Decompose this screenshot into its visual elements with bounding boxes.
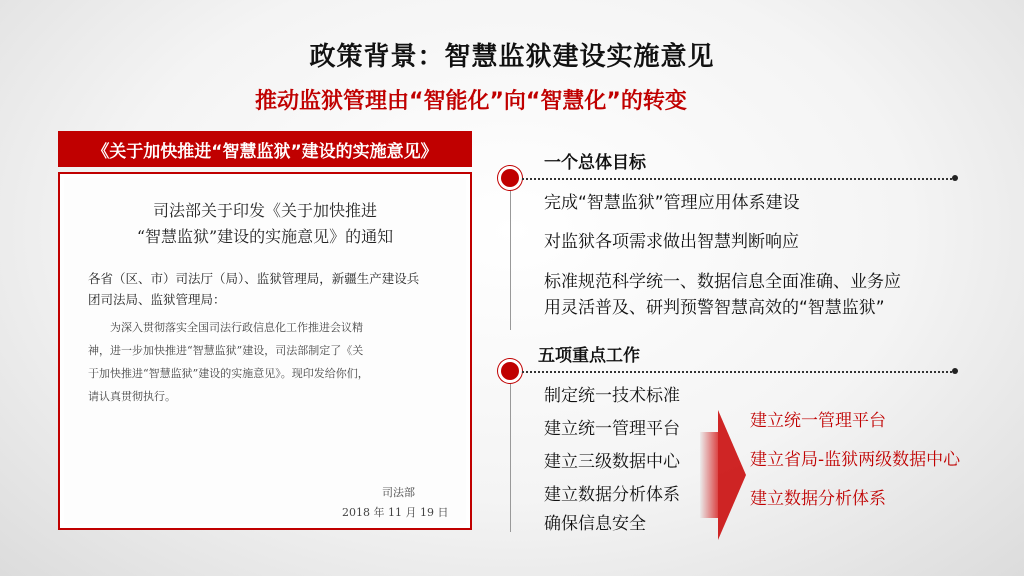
tasks-marker-dot	[501, 362, 519, 380]
document-title-line-1: 司法部关于印发《关于加快推进	[152, 201, 377, 220]
highlight-item-3: 建立数据分析体系	[750, 489, 886, 509]
right-arrow-icon	[718, 410, 746, 540]
task-item-4: 建立数据分析体系	[544, 485, 680, 505]
goal-item-4: 用灵活普及、研判预警智慧高效的“智慧监狱”	[544, 298, 885, 318]
goal-item-3: 标准规范科学统一、数据信息全面准确、业务应	[544, 272, 901, 292]
document-title-line-2: “智慧监狱”建设的实施意见》的通知	[136, 227, 394, 246]
document-page	[64, 178, 466, 524]
tasks-dotted-line	[522, 371, 952, 373]
arrow-shaft	[700, 432, 718, 518]
page-subtitle: 推动监狱管理由“智能化”向“智慧化”的转变	[255, 89, 687, 114]
document-addressee-line-1: 各省（区、市）司法厅（局）、监狱管理局，新疆生产建设兵	[88, 271, 420, 286]
document-addressee-line-2: 团司法局、监狱管理局：	[88, 292, 226, 307]
task-item-2: 建立统一管理平台	[544, 419, 680, 439]
highlight-item-2: 建立省局-监狱两级数据中心	[750, 450, 961, 470]
task-item-1: 制定统一技术标准	[544, 386, 680, 406]
goal-dotted-line	[522, 178, 952, 180]
task-item-3: 建立三级数据中心	[544, 452, 680, 472]
goal-marker-dot	[501, 169, 519, 187]
document-body-line-4: 请认真贯彻执行。	[88, 390, 176, 403]
document-date: 2018 年 11 月 19 日	[342, 506, 449, 519]
goal-item-1: 完成“智慧监狱”管理应用体系建设	[544, 193, 800, 213]
document-body-line-3: 于加快推进“智慧监狱”建设的实施意见》。现印发给你们，	[88, 367, 369, 380]
goal-title: 一个总体目标	[544, 153, 646, 173]
tasks-line-end-dot	[952, 368, 958, 374]
document-body-line-1: 为深入贯彻落实全国司法行政信息化工作推进会议精	[110, 321, 363, 334]
divider-line-bottom	[510, 380, 511, 532]
divider-line-top	[510, 190, 511, 330]
tasks-title: 五项重点工作	[538, 346, 640, 366]
document-header: 《关于加快推进“智慧监狱”建设的实施意见》	[58, 131, 472, 167]
task-item-5: 确保信息安全	[544, 514, 646, 534]
highlight-item-1: 建立统一管理平台	[750, 411, 886, 431]
goal-line-end-dot	[952, 175, 958, 181]
document-body-line-2: 神，进一步加快推进“智慧监狱”建设，司法部制定了《关	[88, 344, 364, 357]
document-signature: 司法部	[382, 486, 415, 499]
page-title: 政策背景：智慧监狱建设实施意见	[309, 42, 715, 72]
goal-item-2: 对监狱各项需求做出智慧判断响应	[544, 232, 799, 252]
